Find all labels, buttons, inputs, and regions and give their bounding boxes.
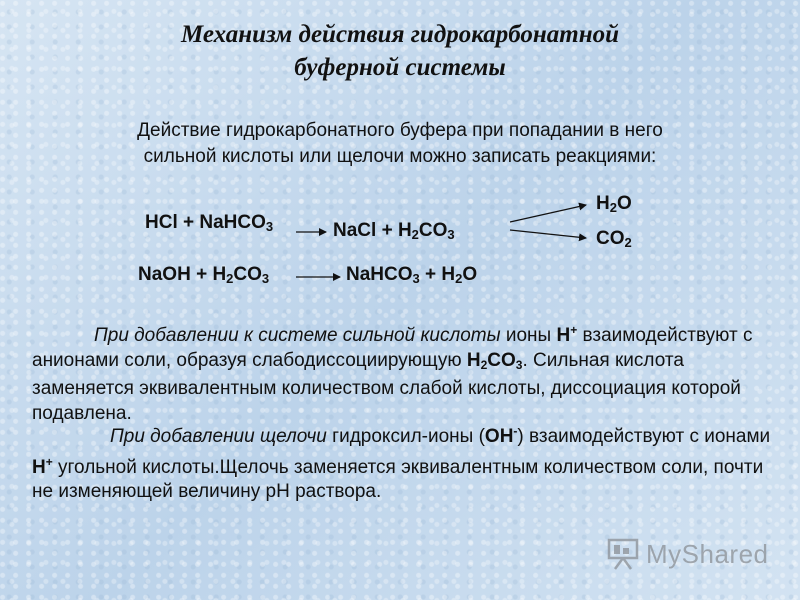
decomposition-arrow-down <box>510 230 586 238</box>
slide-title <box>0 18 800 84</box>
intro-line-2: сильной кислоты или щелочи можно записать реакциями: <box>143 146 657 167</box>
alkali-explanation-paragraph: При добавлении щелочи гидроксил-ионы (OH-) взаимодействуют с ионами H+ угольной кислоты.Щелочь заменяется эквивалентным количеством соли, почти не изменяющей величину рН раствора. <box>32 424 771 502</box>
intro-line-1: Действие гидрокарбонатного буфера при попадании в него <box>137 120 663 141</box>
reaction1-products: NaCl + $H_2CO_3$ <box>333 220 455 242</box>
watermark-text: MyShared <box>646 538 769 569</box>
intro-text <box>50 118 750 170</box>
reaction1-co2: $CO_2$ <box>596 228 632 250</box>
reaction1-water: $H_2O$ <box>596 193 632 215</box>
myshared-watermark <box>606 537 769 571</box>
reaction2-products: NaHCO$_3$ + $H_2O$ <box>346 264 478 286</box>
acid-explanation-paragraph: При добавлении к системе сильной кислоты ионы H+ взаимодействуют с анионами соли, образуя слабодиссоциирующую $H_2CO_3$. Сильная кислота заменяется эквивалентным количеством слабой кислоты, диссоциация которой подавлена. <box>32 323 753 424</box>
title-line-1: Механизм действия гидрокарбонатной <box>180 21 620 48</box>
reaction1-reactants: HCl + NaHCO$_3$ <box>145 212 274 234</box>
decomposition-arrow-up <box>510 205 586 222</box>
reaction2-reactants: NaOH + $H_2CO_3$ <box>138 264 270 286</box>
presentation-board-icon <box>606 538 640 570</box>
title-line-2: буферной системы <box>294 54 506 81</box>
